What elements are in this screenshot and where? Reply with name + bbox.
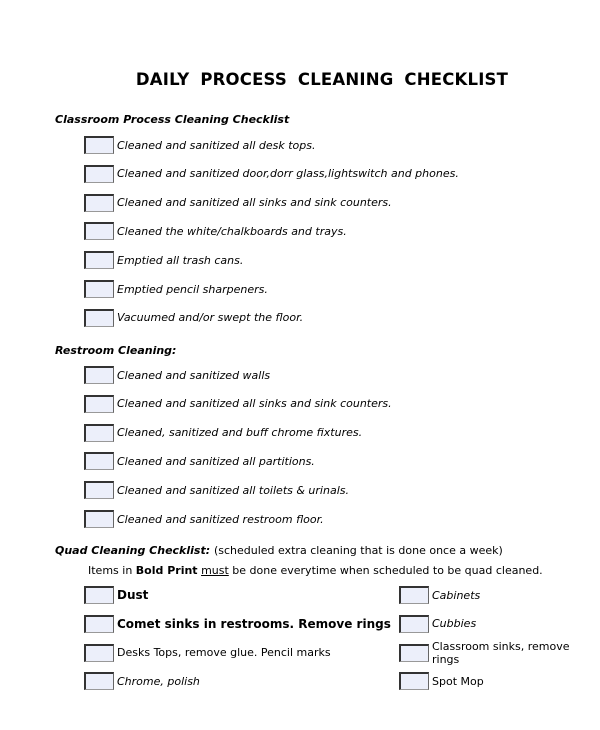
- checklist-item-label: Cleaned and sanitized door,dorr glass,lightswitch and phones.: [117, 167, 459, 181]
- checklist-item-label: Cleaned and sanitized all desk tops.: [117, 138, 316, 152]
- checklist-item-label: Cleaned and sanitized all sinks and sink counters.: [117, 196, 392, 210]
- checklist-item-label: Chrome, polish: [117, 674, 200, 688]
- note-underline: must: [201, 564, 229, 577]
- checkbox[interactable]: [84, 672, 114, 690]
- checkbox[interactable]: [84, 424, 114, 442]
- checkbox[interactable]: [84, 452, 114, 470]
- checkbox[interactable]: [399, 672, 429, 690]
- checkbox[interactable]: [84, 366, 114, 384]
- checklist-item-label: Cleaned and sanitized all partitions.: [117, 454, 315, 468]
- checkbox[interactable]: [84, 481, 114, 499]
- checklist-item-label: Cleaned the white/chalkboards and trays.: [117, 224, 347, 238]
- checkbox[interactable]: [84, 309, 114, 327]
- restroom-heading: Restroom Cleaning:: [55, 344, 177, 357]
- checklist-item-label: Cleaned and sanitized walls: [117, 368, 271, 382]
- checklist-item: [84, 249, 243, 271]
- checklist-item: [84, 450, 315, 472]
- checklist-item: [84, 163, 459, 185]
- checklist-item: [84, 192, 392, 214]
- checklist-item-label: Cleaned and sanitized all toilets & urinals.: [117, 483, 349, 497]
- quad-heading-title: Quad Cleaning Checklist:: [55, 544, 211, 557]
- checklist-item: [399, 584, 480, 606]
- checklist-item: [84, 508, 324, 530]
- checklist-item-label: Cleaned and sanitized restroom floor.: [117, 512, 324, 526]
- checkbox[interactable]: [84, 395, 114, 413]
- checklist-item-label: Desks Tops, remove glue. Pencil marks: [117, 646, 331, 660]
- checklist-item-label: Emptied all trash cans.: [117, 253, 244, 267]
- checkbox[interactable]: [84, 510, 114, 528]
- checklist-item: [84, 364, 270, 386]
- note-bold: Bold Print: [135, 564, 198, 577]
- checkbox[interactable]: [84, 222, 114, 240]
- checkbox[interactable]: [399, 586, 429, 604]
- checklist-item-label: Cleaned, sanitized and buff chrome fixtures.: [117, 426, 363, 440]
- checklist-item: [84, 642, 331, 664]
- checklist-item-label: Dust: [117, 588, 149, 602]
- checkbox[interactable]: [84, 586, 114, 604]
- checklist-item: [84, 584, 148, 606]
- checkbox[interactable]: [84, 280, 114, 298]
- checkbox[interactable]: [84, 644, 114, 662]
- note-prefix: Items in: [88, 564, 136, 577]
- checkbox[interactable]: [84, 615, 114, 633]
- checklist-item: [399, 670, 484, 692]
- checklist-item-label: Emptied pencil sharpeners.: [117, 282, 268, 296]
- quad-note: [88, 564, 543, 577]
- checkbox[interactable]: [84, 251, 114, 269]
- checklist-item-label: Classroom sinks, remove rings: [432, 639, 570, 666]
- checklist-item-label: Cubbies: [432, 617, 477, 631]
- checklist-item: [399, 613, 476, 635]
- checklist-item-label: Vacuumed and/or swept the floor.: [117, 311, 304, 325]
- checklist-item: [84, 479, 349, 501]
- checklist-item-label: Spot Mop: [432, 674, 484, 688]
- classroom-heading: Classroom Process Cleaning Checklist: [55, 113, 290, 126]
- checkbox[interactable]: [399, 644, 429, 662]
- checkbox[interactable]: [84, 136, 114, 154]
- checklist-item: [84, 134, 316, 156]
- quad-heading: [55, 544, 503, 557]
- checklist-item: [84, 220, 347, 242]
- checklist-item: [84, 613, 391, 635]
- page-title: DAILY PROCESS CLEANING CHECKLIST: [135, 70, 509, 89]
- checkbox[interactable]: [84, 194, 114, 212]
- quad-heading-note: (scheduled extra cleaning that is done once a week): [213, 544, 503, 557]
- checkbox[interactable]: [399, 615, 429, 633]
- checklist-item: [84, 393, 392, 415]
- checklist-item-label: Comet sinks in restrooms. Remove rings: [117, 616, 391, 631]
- note-suffix: be done everytime when scheduled to be quad cleaned.: [228, 564, 543, 577]
- checklist-item: [399, 639, 600, 666]
- checklist-item: [84, 422, 362, 444]
- checklist-item: [84, 670, 200, 692]
- checklist-item-label: Cabinets: [432, 588, 481, 602]
- checkbox[interactable]: [84, 165, 114, 183]
- checklist-item-label: Cleaned and sanitized all sinks and sink counters.: [117, 397, 392, 411]
- checklist-item: [84, 307, 303, 329]
- checklist-item: [84, 278, 268, 300]
